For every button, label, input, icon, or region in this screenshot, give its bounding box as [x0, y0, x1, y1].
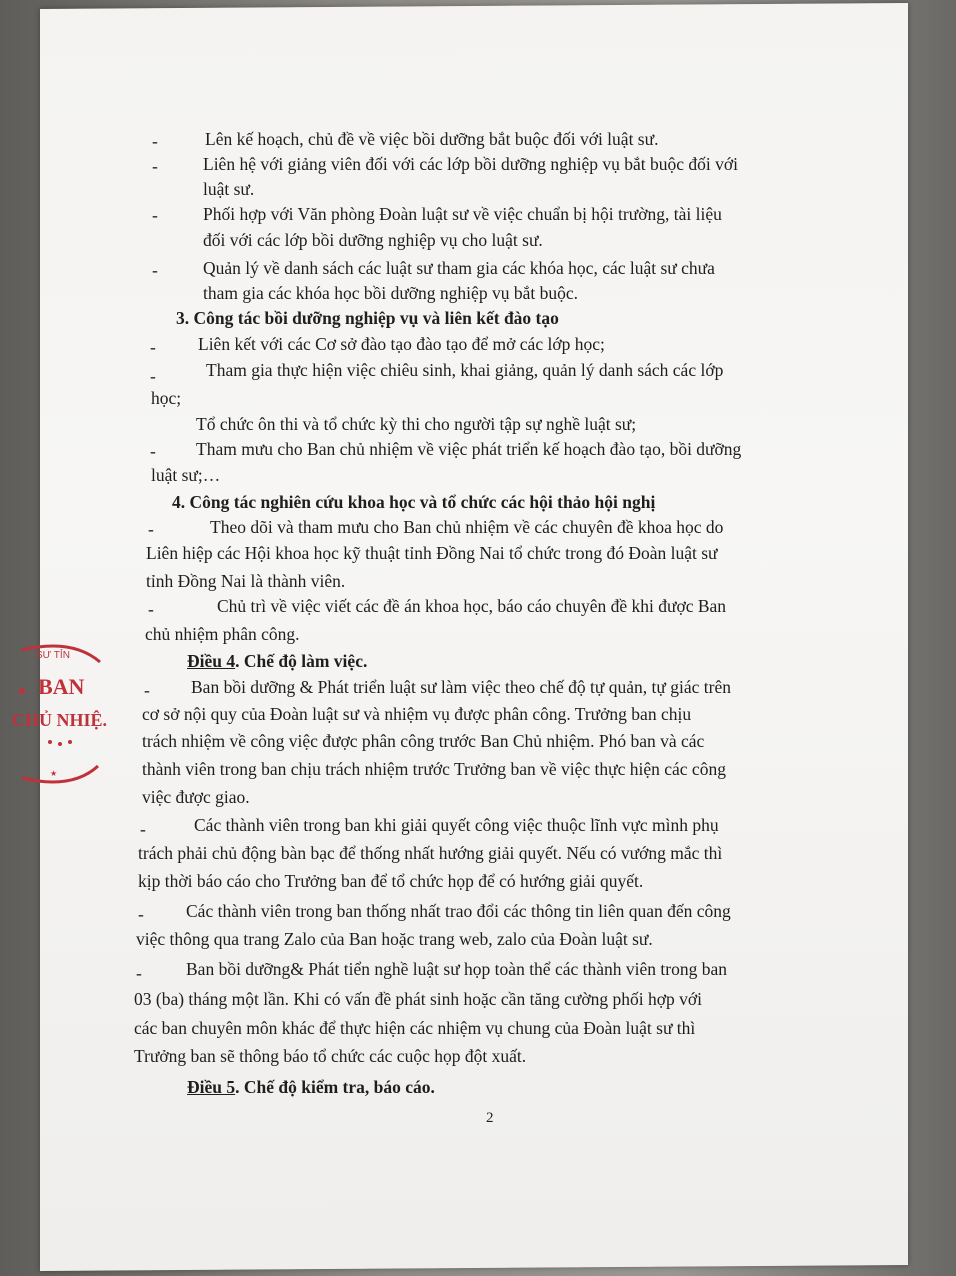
paragraph-line: việc được giao. [142, 787, 250, 807]
paragraph-line: Tham mưu cho Ban chủ nhiệm về việc phát triển kế hoạch đào tạo, bồi dưỡng [196, 439, 742, 459]
bullet-line: Lên kế hoạch, chủ đề về việc bồi dưỡng bắt buộc đối với luật sư. [205, 129, 659, 149]
paragraph-line: trách phải chủ động bàn bạc để thống nhất hướng giải quyết. Nếu có vướng mắc thì [138, 843, 723, 863]
stamp-top-text: SƯ TỈN [36, 650, 70, 661]
bullet-line: Quản lý về danh sách các luật sư tham gia các khóa học, các luật sư chưa [203, 258, 715, 278]
bullet-dash: - [136, 963, 142, 983]
paragraph-line: 03 (ba) tháng một lần. Khi có vấn đề phát sinh hoặc cần tăng cường phối hợp với [134, 989, 702, 1009]
paragraph-line: các ban chuyên môn khác để thực hiện các nhiệm vụ chung của Đoàn luật sư thì [134, 1018, 696, 1038]
bullet-dash: - [152, 131, 158, 151]
paragraph-line: Trưởng ban sẽ thông báo tổ chức các cuộc họp đột xuất. [134, 1046, 527, 1066]
article-label: Điều 4 [187, 651, 236, 671]
bullet-line: Phối hợp với Văn phòng Đoàn luật sư về việc chuẩn bị hội trường, tài liệu [203, 204, 722, 224]
page-number: 2 [486, 1110, 494, 1126]
bullet-dash: - [138, 904, 144, 924]
paragraph-line: tỉnh Đồng Nai là thành viên. [146, 571, 346, 591]
paragraph-line: luật sư;… [151, 465, 221, 485]
bullet-line: đối với các lớp bồi dưỡng nghiệp vụ cho luật sư. [203, 230, 543, 250]
bullet-dash: - [152, 156, 158, 176]
bullet-dash: - [144, 680, 150, 700]
bullet-line: luật sư. [203, 179, 255, 199]
stamp-dot [68, 740, 72, 744]
paragraph-line: thành viên trong ban chịu trách nhiệm trước Trưởng ban về việc thực hiện các công [142, 759, 726, 779]
paragraph-line: kịp thời báo cáo cho Trưởng ban để tổ chức họp để có hướng giải quyết. [138, 871, 644, 891]
article-heading [187, 650, 367, 672]
section-heading: 4. Công tác nghiên cứu khoa học và tổ chức các hội thảo hội nghị [172, 492, 656, 512]
paragraph-line: Tổ chức ôn thi và tổ chức kỳ thi cho người tập sự nghề luật sư; [196, 414, 637, 434]
bullet-line: tham gia các khóa học bồi dưỡng nghiệp vụ bắt buộc. [203, 283, 578, 303]
bullet-dash: - [148, 599, 154, 619]
bullet-dash: - [150, 441, 156, 461]
paragraph-line: Tham gia thực hiện việc chiêu sinh, khai giảng, quản lý danh sách các lớp [206, 360, 724, 380]
article-title: . Chế độ làm việc. [235, 651, 368, 671]
stamp-dot [19, 688, 25, 694]
paragraph-line: cơ sở nội quy của Đoàn luật sư và nhiệm vụ được phân công. Trưởng ban chịu [142, 704, 692, 724]
bullet-dash: - [140, 819, 146, 839]
paragraph-line: học; [151, 388, 182, 408]
bullet-dash: - [150, 366, 156, 386]
paragraph-line: Ban bồi dưỡng& Phát tiển nghề luật sư họp toàn thể các thành viên trong ban [186, 959, 727, 979]
article-label: Điều 5 [187, 1077, 236, 1097]
paragraph-line: Các thành viên trong ban khi giải quyết công việc thuộc lĩnh vực mình phụ [194, 815, 719, 835]
stamp-text-chu-nhiem: CHỦ NHIỆ. [12, 710, 108, 730]
bullet-dash: - [148, 519, 154, 539]
bullet-line: Liên hệ với giảng viên đối với các lớp bồi dưỡng nghiệp vụ bắt buộc đối với [203, 154, 738, 174]
bullet-dash: - [152, 205, 158, 225]
paragraph-line: Liên hiệp các Hội khoa học kỹ thuật tỉnh Đồng Nai tổ chức trong đó Đoàn luật sư [146, 543, 718, 563]
bullet-dash: - [150, 337, 156, 357]
stamp-text-ban: BAN [38, 674, 85, 699]
stamp-arc-bottom [22, 766, 98, 782]
paragraph-line: trách nhiệm về công việc được phân công trước Ban Chủ nhiệm. Phó ban và các [142, 731, 705, 751]
paragraph-line: Ban bồi dưỡng & Phát triển luật sư làm việc theo chế độ tự quản, tự giác trên [191, 677, 731, 697]
paragraph-line: Theo dõi và tham mưu cho Ban chủ nhiệm về các chuyên đề khoa học do [210, 517, 724, 537]
bullet-dash: - [152, 260, 158, 280]
paragraph-line: Liên kết với các Cơ sở đào tạo đào tạo để mở các lớp học; [198, 334, 605, 354]
article-title: . Chế độ kiểm tra, báo cáo. [235, 1077, 435, 1097]
stamp-dot [58, 742, 62, 746]
stamp-dot [48, 740, 52, 744]
paragraph-line: việc thông qua trang Zalo của Ban hoặc trang web, zalo của Đoàn luật sư. [136, 929, 653, 949]
paragraph-line: chủ nhiệm phân công. [145, 624, 300, 644]
paragraph-line: Chủ trì về việc viết các đề án khoa học, báo cáo chuyên đề khi được Ban [217, 596, 727, 616]
red-stamp [2, 636, 112, 786]
article-heading [187, 1076, 435, 1098]
stamp-star-icon: ★ [50, 769, 58, 778]
section-heading: 3. Công tác bồi dưỡng nghiệp vụ và liên kết đào tạo [176, 308, 559, 328]
paragraph-line: Các thành viên trong ban thống nhất trao đổi các thông tin liên quan đến công [186, 901, 731, 921]
